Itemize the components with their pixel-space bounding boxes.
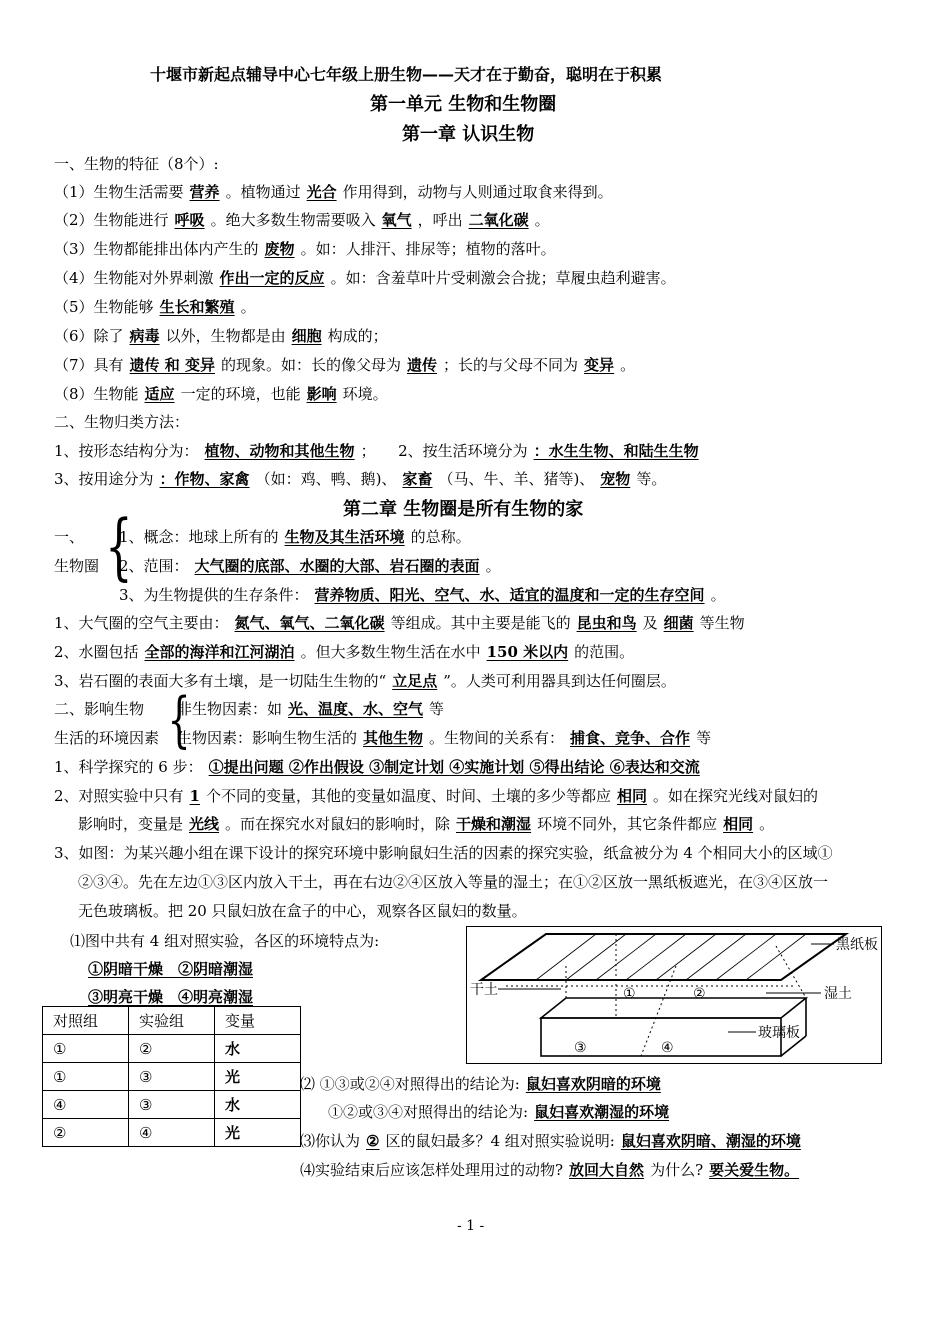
s2-heading: 二、生物归类方法：	[54, 413, 190, 431]
hydrosphere-line: 2、水圈包括 全部的海洋和江河湖泊 。但大多数生物生活在水中 150 米以内 的范围。	[54, 643, 635, 661]
experiment-desc-2: ②③④。先在左边①③区内放入干土，再在右边②④区放入等量的湿土；在①②区放一黑纸板遮光，在③④区放一	[78, 873, 829, 891]
experiment-desc-3: 无色玻璃板。把 20 只鼠妇放在盒子的中心，观察各区鼠妇的数量。	[78, 902, 527, 920]
chapter1-title: 第一章 认识生物	[402, 124, 535, 145]
inquiry-steps: 1、科学探究的 6 步： ①提出问题 ②作出假设 ③制定计划 ④实施计划 ⑤得出结论 ⑥表达和交流	[54, 758, 700, 776]
table-cell: ④	[129, 1119, 215, 1147]
biosphere-label-2: 生物圈	[54, 557, 100, 575]
factors-label-1: 二、影响生物	[54, 700, 145, 718]
question-2a: ⑵ ①③或②④对照得出的结论为: 鼠妇喜欢阴暗的环境	[300, 1075, 661, 1093]
experiment-box-figure	[466, 926, 882, 1064]
table-row	[43, 1091, 301, 1119]
table-cell: 光	[215, 1119, 301, 1147]
table-cell: ④	[43, 1091, 129, 1119]
s1-line3: （3）生物都能排出体内产生的 废物 。如：人排汗、排尿等；植物的落叶。	[54, 240, 556, 258]
lithosphere-line: 3、岩石圈的表面大多有土壤，是一切陆生生物的“ 立足点 ”。人类可利用器具到达任何圈层。	[54, 672, 676, 690]
zone-traits-2: ③明亮干燥 ④明亮潮湿	[88, 988, 254, 1006]
label-black-board: 黑纸板	[836, 937, 878, 953]
label-dry-soil: 干土	[470, 982, 498, 998]
s1-line7: （7）具有 遗传 和 变异 的现象。如：长的像父母为 遗传 ；长的与父母不同为 变异 。	[54, 356, 636, 374]
biosphere-range: 2、范围： 大气圈的底部、水圈的大部、岩石圈的表面 。	[119, 557, 501, 575]
table-header-row	[43, 1007, 301, 1035]
control-exp-1: 2、对照实验中只有 1 个不同的变量，其他的变量如温度、时间、土壤的多少等都应 相同 。如在探究光线对鼠妇的	[54, 787, 819, 805]
label-wet-soil: 湿土	[824, 986, 852, 1002]
brace-icon: {	[105, 504, 133, 588]
biosphere-concept: 1、概念：地球上所有的 生物及其生活环境 的总称。	[119, 528, 471, 546]
zone-traits-1: ①阴暗干燥 ②阴暗潮湿	[88, 960, 254, 978]
s1-line2: （2）生物能进行 呼吸 。绝大多数生物需要吸入 氧气 ，呼出 二氧化碳 。	[54, 211, 550, 229]
s2-line1: 1、按形态结构分为： 植物、动物和其他生物 ； 2、按生活环境分为 ：水生生物、和陆生生物	[54, 442, 699, 460]
table-cell: 光	[215, 1063, 301, 1091]
question-4: ⑷实验结束后应该怎样处理用过的动物? 放回大自然 为什么? 要关爱生物。	[300, 1161, 800, 1179]
question-2b: ①②或③④对照得出的结论为: 鼠妇喜欢潮湿的环境	[328, 1103, 670, 1121]
abiotic-factors: 非生物因素：如 光、温度、水、空气 等	[177, 700, 445, 718]
s1-line5: （5）生物能够 生长和繁殖 。	[54, 298, 256, 316]
table-cell: ②	[129, 1035, 215, 1063]
zone-2: ②	[693, 986, 706, 1002]
factors-label-2: 生活的环境因素	[54, 729, 160, 747]
table-cell: ③	[129, 1091, 215, 1119]
s2-line2: 3、按用途分为 ：作物、家禽 （如：鸡、鸭、鹅)、 家畜 （马、牛、羊、猪等)、 宠物 等。	[54, 470, 667, 488]
zone-4: ④	[661, 1040, 674, 1056]
table-row	[43, 1119, 301, 1147]
biosphere-conditions: 3、为生物提供的生存条件： 营养物质、阳光、空气、水、适宜的温度和一定的生存空间 。	[119, 586, 726, 604]
s1-line4: （4）生物能对外界刺激 作出一定的反应 。如：含羞草叶片受刺激会合拢；草履虫趋利避害。	[54, 269, 676, 287]
control-exp-2: 影响时，变量是 光线 。而在探究水对鼠妇的影响时，除 干燥和潮湿 环境不同外，其它条件都应 相同 。	[78, 815, 775, 833]
s1-heading: 一、生物的特征（8个）:	[54, 155, 219, 173]
brace-icon-2: {	[167, 685, 191, 755]
table-cell: ②	[43, 1119, 129, 1147]
atmosphere-line: 1、大气圈的空气主要由： 氮气、氧气、二氧化碳 等组成。其中主要是能飞的 昆虫和鸟 及 细菌 等生物	[54, 614, 745, 632]
table-row	[43, 1063, 301, 1091]
zone-1: ①	[623, 986, 636, 1002]
doc-title: 十堰市新起点辅导中心七年级上册生物——天才在于勤奋，聪明在于积累	[150, 65, 663, 84]
chapter2-title: 第二章 生物圈是所有生物的家	[343, 499, 584, 520]
table-row	[43, 1035, 301, 1063]
table-header: 实验组	[129, 1007, 215, 1035]
biotic-factors: 生物因素：影响生物生活的 其他生物 。生物间的关系有： 捕食、竞争、合作 等	[177, 729, 712, 747]
question-3: ⑶你认为 ② 区的鼠妇最多？4 组对照实验说明: 鼠妇喜欢阴暗、潮湿的环境	[300, 1132, 801, 1150]
unit-title: 第一单元 生物和生物圈	[370, 94, 557, 115]
s1-line8: （8）生物能 适应 一定的环境，也能 影响 环境。	[54, 385, 388, 403]
label-glass-board: 玻璃板	[758, 1025, 800, 1041]
page-number: - 1 -	[457, 1218, 485, 1234]
zone-3: ③	[574, 1040, 587, 1056]
table-header: 对照组	[43, 1007, 129, 1035]
table-cell: ①	[43, 1063, 129, 1091]
s1-line1: （1）生物生活需要 营养 。植物通过 光合 作用得到，动物与人则通过取食来得到。	[54, 183, 613, 201]
control-table	[42, 1006, 301, 1147]
s1-line6: （6）除了 病毒 以外，生物都是由 细胞 构成的；	[54, 327, 388, 345]
biosphere-label-1: 一、	[54, 528, 85, 546]
table-cell: ①	[43, 1035, 129, 1063]
table-cell: ③	[129, 1063, 215, 1091]
table-cell: 水	[215, 1091, 301, 1119]
table-cell: 水	[215, 1035, 301, 1063]
table-header: 变量	[215, 1007, 301, 1035]
question-1: ⑴图中共有 4 组对照实验，各区的环境特点为:	[70, 932, 380, 950]
experiment-desc-1: 3、如图：为某兴趣小组在课下设计的探究环境中影响鼠妇生活的因素的探究实验，纸盒被分为 4 个相同大小的区域①	[54, 844, 833, 862]
